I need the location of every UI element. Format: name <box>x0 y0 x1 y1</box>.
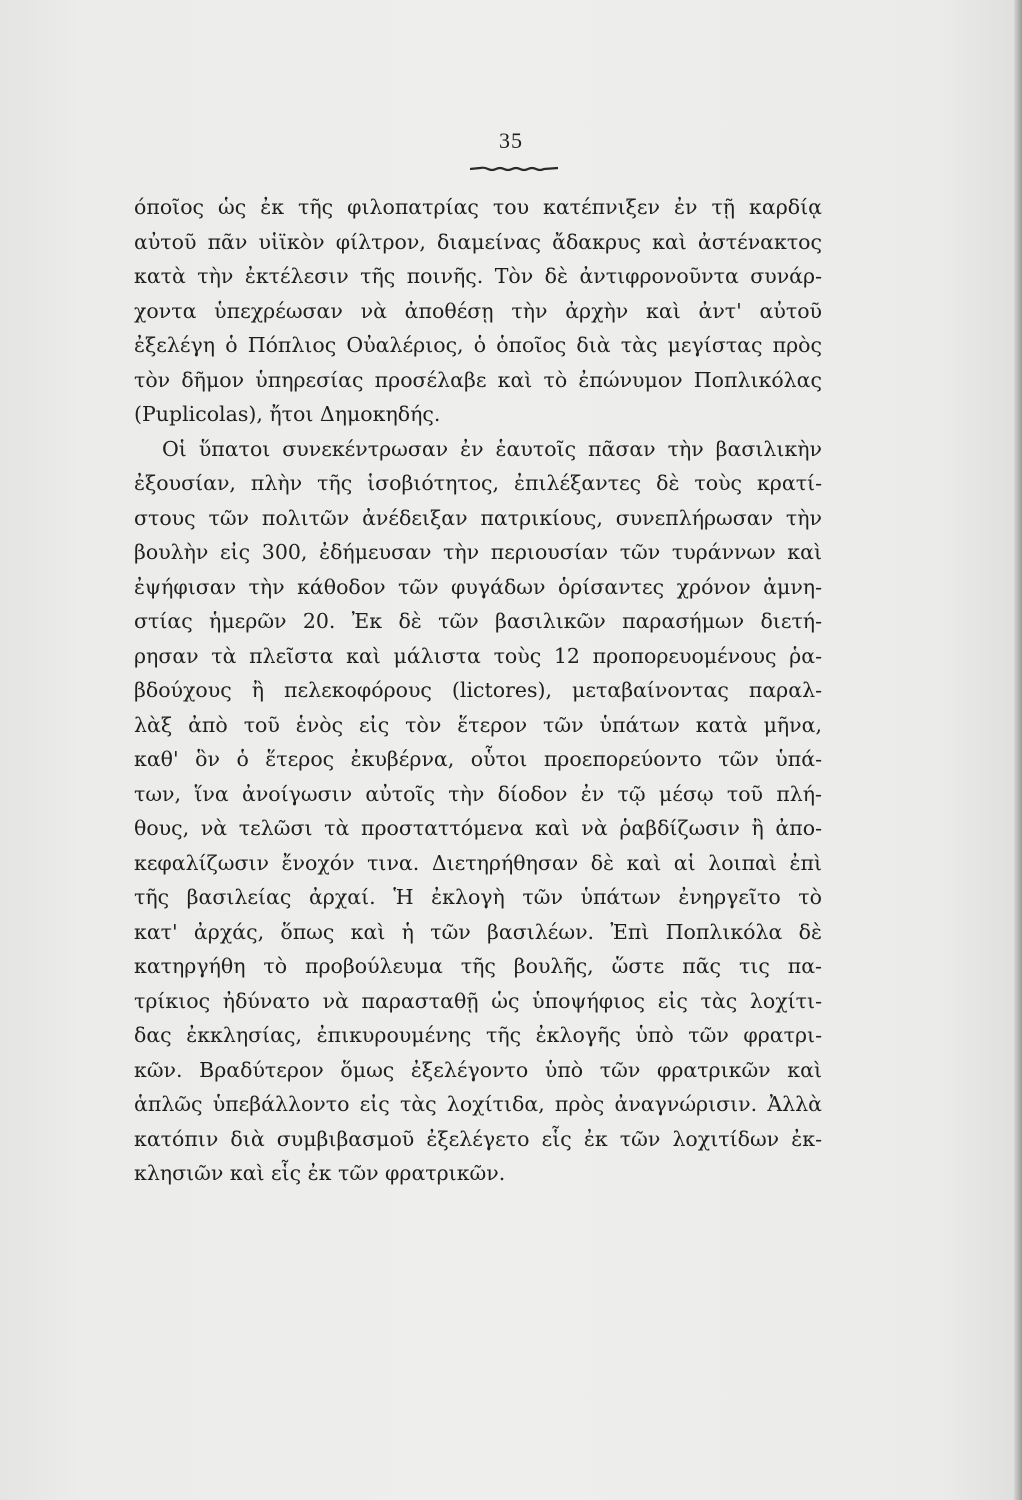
text-line: (Puplicolas), ἤτοι Δημοκηδής. <box>134 402 441 426</box>
text-line: ἐξελέγη ὁ Πόπλιος Οὐαλέριος, ὁ ὁποῖος διὰ τὰς μεγίστας πρὸς <box>134 333 822 357</box>
text-line: χοντα ὑπεχρέωσαν νὰ ἀποθέσῃ τὴν ἀρχὴν καὶ ἀντ' αὐτοῦ <box>134 298 822 323</box>
text-line: κατ' ἀρχάς, ὅπως καὶ ἡ τῶν βασιλέων. Ἐπὶ Ποπλικόλα δὲ <box>134 919 822 944</box>
text-line: στίας ἡμερῶν 20. Ἐκ δὲ τῶν βασιλικῶν παρασήμων διετή- <box>134 609 822 633</box>
page-edge-shadow <box>1014 0 1022 1500</box>
text-line: βδούχους ἢ πελεκοφόρους (lictores), μεταβαίνοντας παραλ- <box>134 678 822 702</box>
text-line: στους τῶν πολιτῶν ἀνέδειξαν πατρικίους, συνεπλήρωσαν τὴν <box>134 505 822 530</box>
text-line: καθ' ὃν ὁ ἕτερος ἐκυβέρνα, οὗτοι προεπορεύοντο τῶν ὑπά- <box>134 747 822 771</box>
text-line: κῶν. Βραδύτερον ὅμως ἐξελέγοντο ὑπὸ τῶν φρατρικῶν καὶ <box>134 1057 822 1082</box>
text-line: ἁπλῶς ὑπεβάλλοντο εἰς τὰς λοχίτιδα, πρὸς ἀναγνώρισιν. Ἀλλὰ <box>134 1092 822 1116</box>
text-line: λὰξ ἀπὸ τοῦ ἑνὸς εἰς τὸν ἕτερον τῶν ὑπάτων κατὰ μῆνα, <box>134 712 822 737</box>
header-ornament-rule <box>470 166 558 172</box>
text-line: Οἱ ὕπατοι συνεκέντρωσαν ἐν ἑαυτοῖς πᾶσαν τὴν βασιλικὴν <box>162 436 822 461</box>
text-line: κατόπιν διὰ συμβιβασμοῦ ἐξελέγετο εἷς ἐκ τῶν λοχιτίδων ἐκ- <box>134 1126 822 1151</box>
text-line: των, ἵνα ἀνοίγωσιν αὐτοῖς τὴν δίοδον ἐν τῷ μέσῳ τοῦ πλή- <box>134 781 822 806</box>
text-line: κεφαλίζωσιν ἔνοχόν τινα. Διετηρήθησαν δὲ καὶ αἱ λοιπαὶ ἐπὶ <box>134 850 822 875</box>
text-line: κατηργήθη τὸ προβούλευμα τῆς βουλῆς, ὥστε πᾶς τις πα- <box>134 954 822 978</box>
text-line: κατὰ τὴν ἐκτέλεσιν τῆς ποινῆς. Τὸν δὲ ἀντιφρονοῦντα συνάρ- <box>134 264 822 288</box>
body-text <box>134 190 822 1191</box>
text-line: κλησιῶν καὶ εἷς ἐκ τῶν φρατρικῶν. <box>134 1161 506 1185</box>
text-line: τὸν δῆμον ὑπηρεσίας προσέλαβε καὶ τὸ ἐπώνυμον Ποπλικόλας <box>134 367 822 392</box>
page-number: 35 <box>499 128 523 153</box>
text-line: ἐψήφισαν τὴν κάθοδον τῶν φυγάδων ὁρίσαντες χρόνον ἀμνη- <box>134 574 822 599</box>
text-line: ἐξουσίαν, πλὴν τῆς ἱσοβιότητος, ἐπιλέξαντες δὲ τοὺς κρατί- <box>134 471 822 495</box>
text-line: ρησαν τὰ πλεῖστα καὶ μάλιστα τοὺς 12 προπορευομένους ῥα- <box>134 643 822 668</box>
text-line: δας ἐκκλησίας, ἐπικυρουμένης τῆς ἐκλογῆς ὑπὸ τῶν φρατρι- <box>134 1023 822 1047</box>
text-line: βουλὴν εἰς 300, ἐδήμευσαν τὴν περιουσίαν τῶν τυράννων καὶ <box>134 540 822 564</box>
text-line: θους, νὰ τελῶσι τὰ προσταττόμενα καὶ νὰ ῥαβδίζωσιν ἢ ἀπο- <box>134 816 822 840</box>
text-line: αὐτοῦ πᾶν υἱϊκὸν φίλτρον, διαμείνας ἄδακρυς καὶ ἀστένακτος <box>134 229 822 254</box>
text-line: τῆς βασιλείας ἀρχαί. Ἡ ἐκλογὴ τῶν ὑπάτων ἐνηργεῖτο τὸ <box>134 885 822 909</box>
text-line: όποῖος ὡς ἐκ τῆς φιλοπατρίας του κατέπνιξεν ἐν τῇ καρδίᾳ <box>134 195 822 219</box>
text-line: τρίκιος ἠδύνατο νὰ παρασταθῇ ὡς ὑποψήφιος εἰς τὰς λοχίτι- <box>134 988 822 1013</box>
